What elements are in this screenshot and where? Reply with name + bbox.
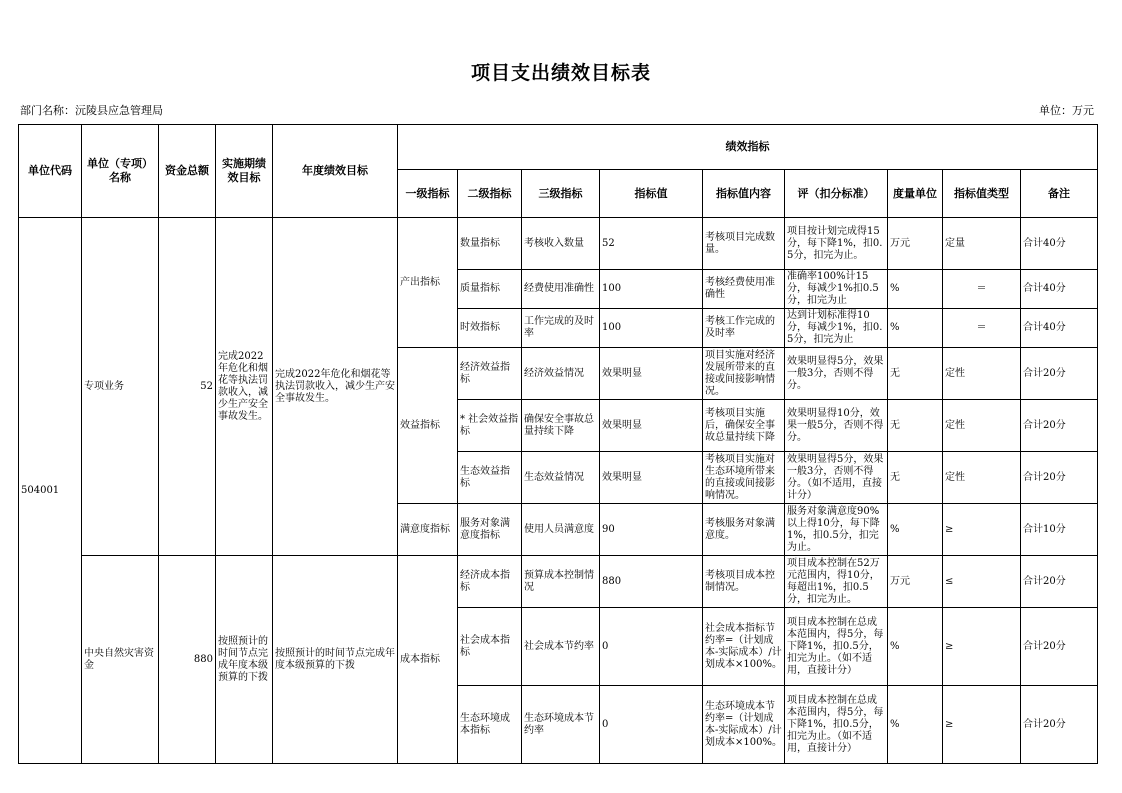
currency-unit: 单位：万元 xyxy=(1039,104,1094,117)
index-value-cell: 0 xyxy=(600,608,703,686)
project-name-cell: 中央自然灾害资金 xyxy=(82,556,159,764)
remark-cell: 合计20分 xyxy=(1021,400,1098,452)
index-content-cell: 考核经费使用准确性 xyxy=(703,270,785,309)
header-level2: 二级指标 xyxy=(458,170,522,218)
scoring-cell: 项目成本控制在52万元范围内，得10分，每超出1%，扣0.5分，扣完为止。 xyxy=(785,556,888,608)
header-index-content: 指标值内容 xyxy=(703,170,785,218)
level3-cell: 预算成本控制情况 xyxy=(522,556,600,608)
period-goal-cell: 按照预计的时间节点完成年度本级预算的下拨 xyxy=(216,556,273,764)
value-type-cell: 定性 xyxy=(943,348,1021,400)
scoring-cell: 效果明显得10分，效果一般5分，否则不得分。 xyxy=(785,400,888,452)
level3-cell: 确保安全事故总量持续下降 xyxy=(522,400,600,452)
remark-cell: 合计40分 xyxy=(1021,218,1098,270)
level3-cell: 生态环境成本节约率 xyxy=(522,686,600,764)
remark-cell: 合计10分 xyxy=(1021,504,1098,556)
header-period-goal: 实施期绩效目标 xyxy=(216,125,273,218)
measure-unit-cell: 无 xyxy=(888,400,943,452)
header-unit-name: 单位（专项）名称 xyxy=(82,125,159,218)
scoring-cell: 项目成本控制在总成本范围内，得5分，每下降1%，扣0.5分，扣完为止。（如不适用，直接计分） xyxy=(785,608,888,686)
measure-unit-cell: 无 xyxy=(888,348,943,400)
level3-cell: 使用人员满意度 xyxy=(522,504,600,556)
header-index-value: 指标值 xyxy=(600,170,703,218)
project-amount-cell: 52 xyxy=(159,218,216,556)
level2-cell: 时效指标 xyxy=(458,309,522,348)
level2-cell: 生态环境成本指标 xyxy=(458,686,522,764)
index-content-cell: 项目实施对经济发展所带来的直接或间接影响情况。 xyxy=(703,348,785,400)
value-type-cell: ＝ xyxy=(943,309,1021,348)
index-content-cell: 考核项目实施对生态环境所带来的直接或间接影响情况。 xyxy=(703,452,785,504)
level2-cell: 经济效益指标 xyxy=(458,348,522,400)
period-goal-cell: 完成2022年危化和烟花等执法罚款收入，减少生产安全事故发生。 xyxy=(216,218,273,556)
header-level1: 一级指标 xyxy=(398,170,458,218)
index-value-cell: 效果明显 xyxy=(600,452,703,504)
scoring-cell: 效果明显得5分，效果一般3分，否则不得分。 xyxy=(785,348,888,400)
index-content-cell: 考核服务对象满意度。 xyxy=(703,504,785,556)
header-fund-total: 资金总额 xyxy=(159,125,216,218)
value-type-cell: 定量 xyxy=(943,218,1021,270)
index-value-cell: 100 xyxy=(600,309,703,348)
index-value-cell: 100 xyxy=(600,270,703,309)
measure-unit-cell: 无 xyxy=(888,452,943,504)
remark-cell: 合计20分 xyxy=(1021,348,1098,400)
index-content-cell: 考核工作完成的及时率 xyxy=(703,309,785,348)
annual-goal-cell: 按照预计的时间节点完成年度本级预算的下拨 xyxy=(273,556,398,764)
header-measure-unit: 度量单位 xyxy=(888,170,943,218)
header-annual-goal: 年度绩效目标 xyxy=(273,125,398,218)
measure-unit-cell: % xyxy=(888,270,943,309)
scoring-cell: 效果明显得5分，效果一般3分，否则不得分。（如不适用，直接计分） xyxy=(785,452,888,504)
index-value-cell: 效果明显 xyxy=(600,400,703,452)
level3-cell: 经费使用准确性 xyxy=(522,270,600,309)
remark-cell: 合计20分 xyxy=(1021,452,1098,504)
measure-unit-cell: % xyxy=(888,309,943,348)
measure-unit-cell: % xyxy=(888,686,943,764)
unit-code-cell: 504001 xyxy=(19,218,82,764)
header-remark: 备注 xyxy=(1021,170,1098,218)
index-value-cell: 880 xyxy=(600,556,703,608)
measure-unit-cell: 万元 xyxy=(888,556,943,608)
header-performance-index: 绩效指标 xyxy=(398,125,1098,170)
level2-cell: 经济成本指标 xyxy=(458,556,522,608)
department-name: 部门名称：沅陵县应急管理局 xyxy=(20,104,163,117)
scoring-cell: 项目按计划完成得15分，每下降1%，扣0.5分，扣完为止。 xyxy=(785,218,888,270)
level3-cell: 社会成本节约率 xyxy=(522,608,600,686)
level2-cell: 质量指标 xyxy=(458,270,522,309)
remark-cell: 合计40分 xyxy=(1021,309,1098,348)
index-value-cell: 0 xyxy=(600,686,703,764)
level2-cell: 服务对象满意度指标 xyxy=(458,504,522,556)
project-amount-cell: 880 xyxy=(159,556,216,764)
level3-cell: 考核收入数量 xyxy=(522,218,600,270)
annual-goal-cell: 完成2022年危化和烟花等执法罚款收入，减少生产安全事故发生。 xyxy=(273,218,398,556)
project-name-cell: 专项业务 xyxy=(82,218,159,556)
scoring-cell: 达到计划标准得10分，每减少1%，扣0.5分，扣完为止 xyxy=(785,309,888,348)
index-value-cell: 90 xyxy=(600,504,703,556)
value-type-cell: ≥ xyxy=(943,686,1021,764)
value-type-cell: 定性 xyxy=(943,452,1021,504)
index-content-cell: 考核项目成本控制情况。 xyxy=(703,556,785,608)
level1-benefit: 效益指标 xyxy=(398,348,458,504)
measure-unit-cell: 万元 xyxy=(888,218,943,270)
performance-target-table xyxy=(18,124,1098,764)
header-level3: 三级指标 xyxy=(522,170,600,218)
index-value-cell: 效果明显 xyxy=(600,348,703,400)
page-title: 项目支出绩效目标表 xyxy=(470,62,651,84)
index-content-cell: 考核项目实施后，确保安全事故总量持续下降 xyxy=(703,400,785,452)
index-content-cell: 社会成本指标节约率=（计划成本-实际成本）/计划成本×100%。 xyxy=(703,608,785,686)
header-unit-code: 单位代码 xyxy=(19,125,82,218)
level3-cell: 经济效益情况 xyxy=(522,348,600,400)
level2-cell: 生态效益指标 xyxy=(458,452,522,504)
remark-cell: 合计20分 xyxy=(1021,686,1098,764)
value-type-cell: ＝ xyxy=(943,270,1021,309)
header-value-type: 指标值类型 xyxy=(943,170,1021,218)
measure-unit-cell: % xyxy=(888,504,943,556)
level2-cell: * 社会效益指标 xyxy=(458,400,522,452)
measure-unit-cell: % xyxy=(888,608,943,686)
index-value-cell: 52 xyxy=(600,218,703,270)
remark-cell: 合计20分 xyxy=(1021,608,1098,686)
level1-cost: 成本指标 xyxy=(398,556,458,764)
level1-output: 产出指标 xyxy=(398,218,458,348)
level3-cell: 生态效益情况 xyxy=(522,452,600,504)
index-content-cell: 考核项目完成数量。 xyxy=(703,218,785,270)
remark-cell: 合计20分 xyxy=(1021,556,1098,608)
header-scoring: 评（扣分标准） xyxy=(785,170,888,218)
index-content-cell: 生态环境成本节约率=（计划成本-实际成本）/计划成本×100%。 xyxy=(703,686,785,764)
scoring-cell: 准确率100%计15分，每减少1%扣0.5分，扣完为止 xyxy=(785,270,888,309)
level1-satisfaction: 满意度指标 xyxy=(398,504,458,556)
remark-cell: 合计40分 xyxy=(1021,270,1098,309)
scoring-cell: 服务对象满意度90%以上得10分，每下降1%，扣0.5分，扣完为止。 xyxy=(785,504,888,556)
value-type-cell: ≥ xyxy=(943,608,1021,686)
level2-cell: 数量指标 xyxy=(458,218,522,270)
scoring-cell: 项目成本控制在总成本范围内，得5分，每下降1%，扣0.5分，扣完为止。（如不适用，直接计分） xyxy=(785,686,888,764)
value-type-cell: ≥ xyxy=(943,504,1021,556)
value-type-cell: ≤ xyxy=(943,556,1021,608)
level2-cell: 社会成本指标 xyxy=(458,608,522,686)
level3-cell: 工作完成的及时率 xyxy=(522,309,600,348)
value-type-cell: 定性 xyxy=(943,400,1021,452)
